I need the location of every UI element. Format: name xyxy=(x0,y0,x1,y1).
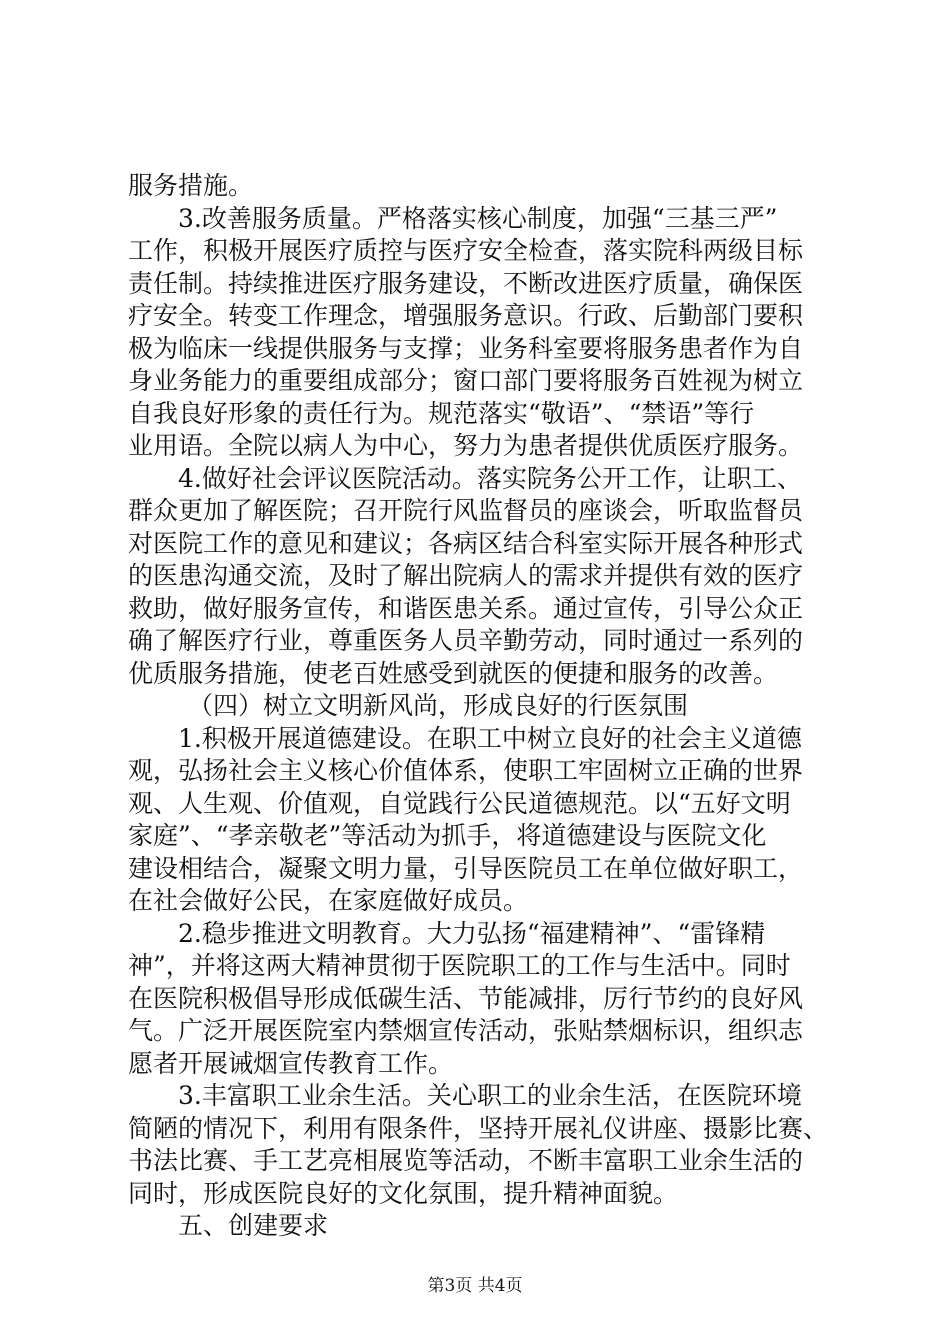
text-line: 极为临床一线提供服务与支撑；业务科室要将服务患者作为自 xyxy=(128,333,804,363)
text-line: 家庭”、“孝亲敬老”等活动为抓手，将道德建设与医院文化 xyxy=(128,821,767,850)
text-line: 责任制。持续推进医疗服务建设，不断改进医疗质量，确保医 xyxy=(128,268,804,298)
text-line: 观、人生观、价值观，自觉践行公民道德规范。以“五好文明 xyxy=(128,788,791,818)
text-line: 在医院积极倡导形成低碳生活、节能减排，厉行节约的良好风 xyxy=(128,983,804,1013)
text-line: 简陋的情况下，利用有限条件，坚持开展礼仪讲座、摄影比赛、 xyxy=(128,1113,829,1143)
section-heading: 五、创建要求 xyxy=(178,1211,329,1240)
text-line: 的医患沟通交流，及时了解出院病人的需求并提供有效的医疗 xyxy=(128,561,804,590)
text-line: 神”，并将这两大精神贯彻于医院职工的工作与生活中。同时 xyxy=(128,951,791,980)
text-line: 对医院工作的意见和建议；各病区结合科室实际开展各种形式 xyxy=(128,528,804,558)
text-line: 1.积极开展道德建设。在职工中树立良好的社会主义道德 xyxy=(178,723,802,753)
text-line: 3.改善服务质量。严格落实核心制度，加强“三基三严” xyxy=(178,203,778,233)
text-line: 群众更加了解医院；召开院行风监督员的座谈会，听取监督员 xyxy=(128,496,804,525)
text-line: 自我良好形象的责任行为。规范落实“敬语”、“禁语”等行 xyxy=(128,398,755,428)
document-body xyxy=(128,170,832,1243)
text-line: 优质服务措施，使老百姓感受到就医的便捷和服务的改善。 xyxy=(128,658,779,688)
text-line: 疗安全。转变工作理念，增强服务意识。行政、后勤部门要积 xyxy=(128,301,804,330)
section-heading: （四）树立文明新风尚，形成良好的行医氛围 xyxy=(188,691,689,720)
text-line: 愿者开展诫烟宣传教育工作。 xyxy=(128,1048,454,1078)
text-line: 书法比赛、手工艺亮相展览等活动，不断丰富职工业余生活的 xyxy=(128,1146,804,1175)
text-line: 工作，积极开展医疗质控与医疗安全检查，落实院科两级目标 xyxy=(128,236,804,265)
text-line: 气。广泛开展医院室内禁烟宣传活动，张贴禁烟标识，组织志 xyxy=(128,1016,804,1045)
text-line: 3.丰富职工业余生活。关心职工的业余生活，在医院环境 xyxy=(178,1081,802,1110)
text-line: 建设相结合，凝聚文明力量，引导医院员工在单位做好职工， xyxy=(128,853,804,883)
page-footer xyxy=(0,1274,950,1298)
text-line: 业用语。全院以病人为中心，努力为患者提供优质医疗服务。 xyxy=(128,431,804,460)
text-line: 确了解医疗行业，尊重医务人员辛勤劳动，同时通过一系列的 xyxy=(128,626,804,655)
text-line: 在社会做好公民，在家庭做好成员。 xyxy=(128,886,529,915)
page-number: 第3页 共4页 xyxy=(427,1276,523,1296)
text-line: 服务措施。 xyxy=(128,171,254,200)
text-line: 观，弘扬社会主义核心价值体系，使职工牢固树立正确的世界 xyxy=(128,756,804,785)
text-line: 4.做好社会评议医院活动。落实院务公开工作，让职工、 xyxy=(178,463,802,493)
text-line: 2.稳步推进文明教育。大力弘扬“福建精神”、“雷锋精 xyxy=(178,918,766,948)
text-line: 救助，做好服务宣传，和谐医患关系。通过宣传，引导公众正 xyxy=(128,593,804,623)
text-line: 身业务能力的重要组成部分；窗口部门要将服务百姓视为树立 xyxy=(128,366,804,395)
text-line: 同时，形成医院良好的文化氛围，提升精神面貌。 xyxy=(128,1178,679,1208)
